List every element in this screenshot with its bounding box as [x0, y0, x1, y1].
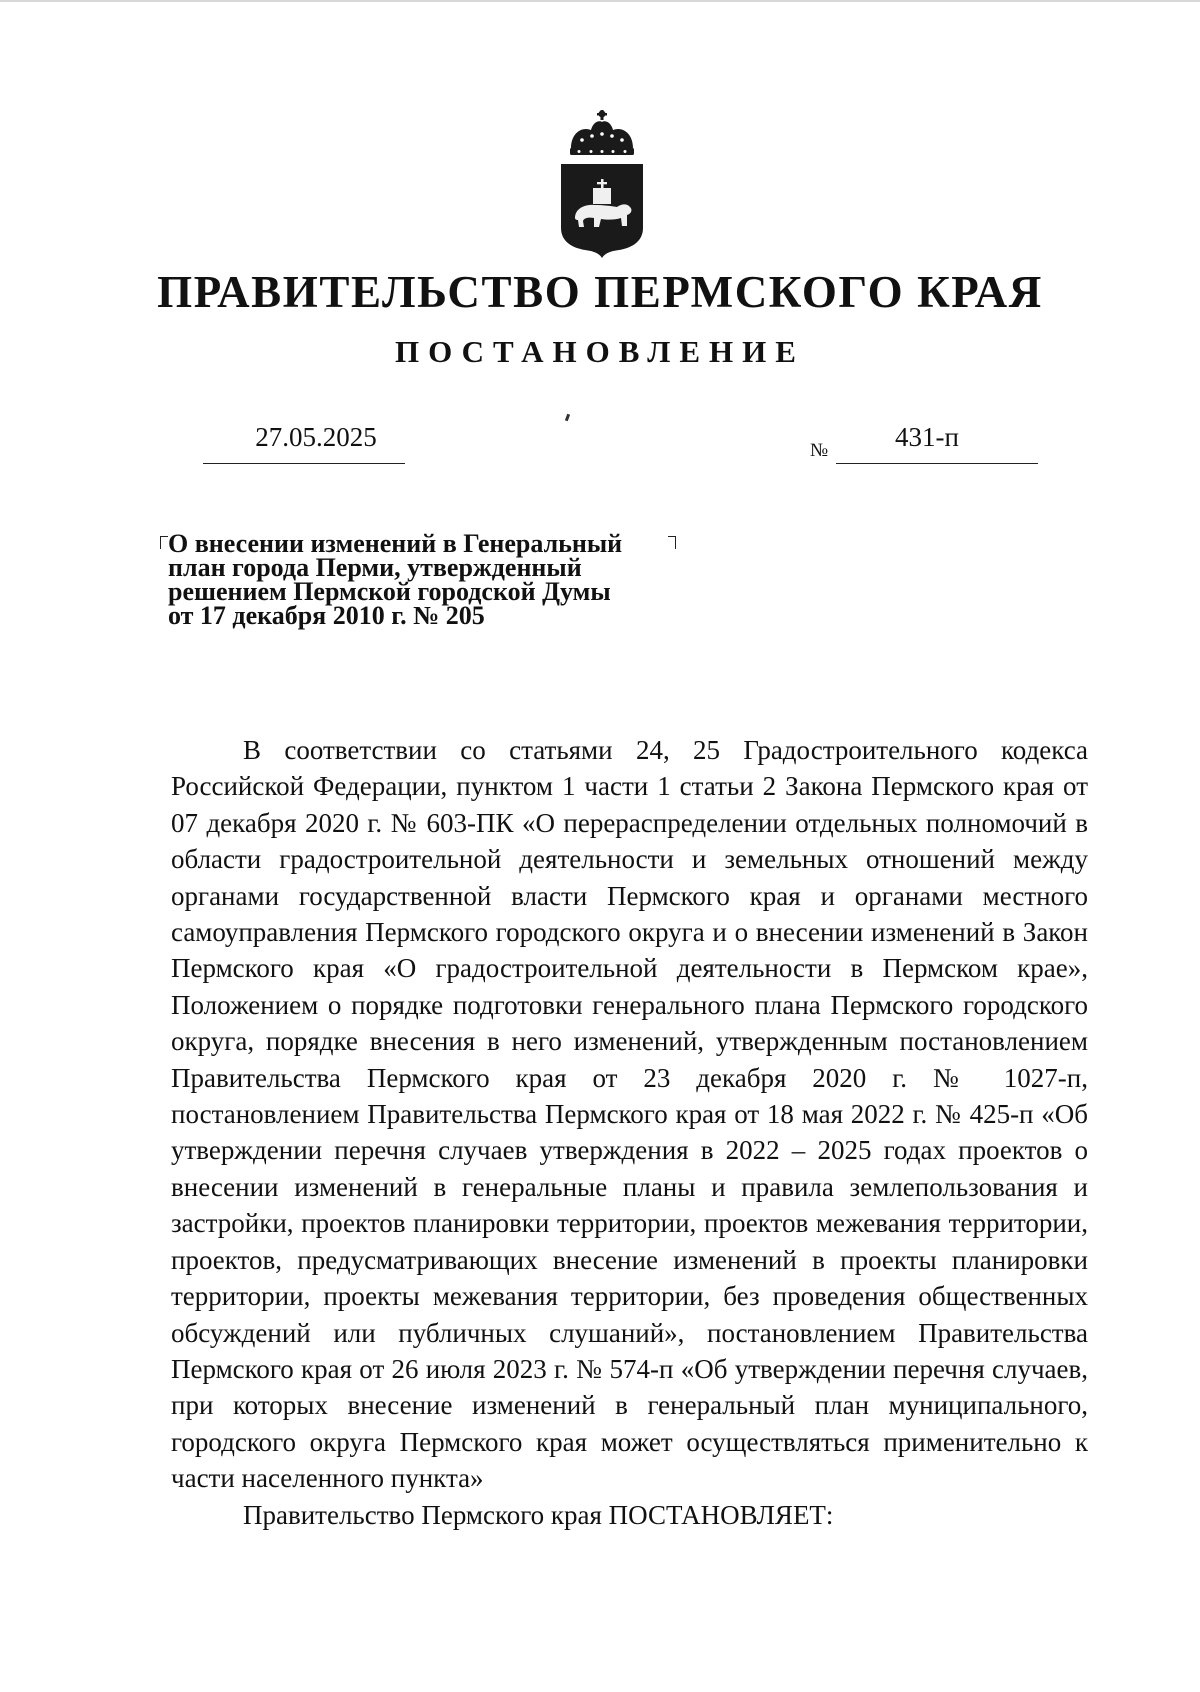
subject-line: план города Перми, утвержденный: [168, 553, 582, 582]
page-edge: [0, 0, 1200, 2]
subject-line: от 17 декабря 2010 г. № 205: [168, 601, 485, 630]
number-underline: [836, 419, 1038, 464]
subject-line: О внесении изменений в Генеральный: [168, 529, 623, 558]
subject-line: решением Пермской городской Думы: [168, 577, 611, 606]
number-sign: №: [810, 440, 829, 461]
government-title: ПРАВИТЕЛЬСТВО ПЕРМСКОГО КРАЯ: [157, 267, 1043, 317]
stray-mark: [565, 414, 570, 422]
document-subject: [168, 529, 688, 630]
resolution-paragraph: Правительство Пермского края ПОСТАНОВЛЯЕТ:: [243, 1499, 834, 1530]
document-date: 27.05.2025: [255, 422, 377, 452]
document-type-title: ПОСТАНОВЛЕНИЕ: [395, 334, 805, 369]
document-number-field: [810, 419, 1038, 463]
subject-bracket-left: [160, 536, 168, 549]
document-number: 431-п: [895, 422, 959, 452]
perm-krai-coat-of-arms-icon: [557, 108, 647, 258]
document-date-field: [203, 419, 405, 464]
document-body: [171, 732, 1088, 1533]
preamble-paragraph: В соответствии со статьями 24, 25 Градостроительного кодекса Российской Федерации, пунктом 1 части 1 статьи 2 Закона Пермского края от 07 декабря 2020 г. № 603-ПК «О перераспределении отдельных полномочий в области градостроительной деятельности и земельных отношений между органами государственной власти Пермского края и органами местного самоуправления Пермского городского округа и о внесении изменений в Закон Пермского края «О градостроительной деятельности в Пермском крае», Положением о порядке подготовки генерального плана Пермского городского округа, порядке внесения в него изменений, утвержденным постановлением Правительства Пермского края от 23 декабря 2020 г. № 1027-п, постановлением Правительства Пермского края от 18 мая 2022 г. № 425-п «Об утверждении перечня случаев утверждения в 2022 – 2025 годах проектов о внесении изменений в генеральные планы и правила землепользования и застройки, проектов планировки территории, проектов межевания территории, проектов, предусматривающих внесение изменений в проекты планировки территории, проекты межевания территории, без проведения общественных обсуждений или публичных слушаний», постановлением Правительства Пермского края от 26 июля 2023 г. № 574-п «Об утверждении перечня случаев, при которых внесение изменений в генеральный план муниципального, городского округа Пермского края может осуществляться применительно к части населенного пункта»: [171, 735, 1088, 1494]
